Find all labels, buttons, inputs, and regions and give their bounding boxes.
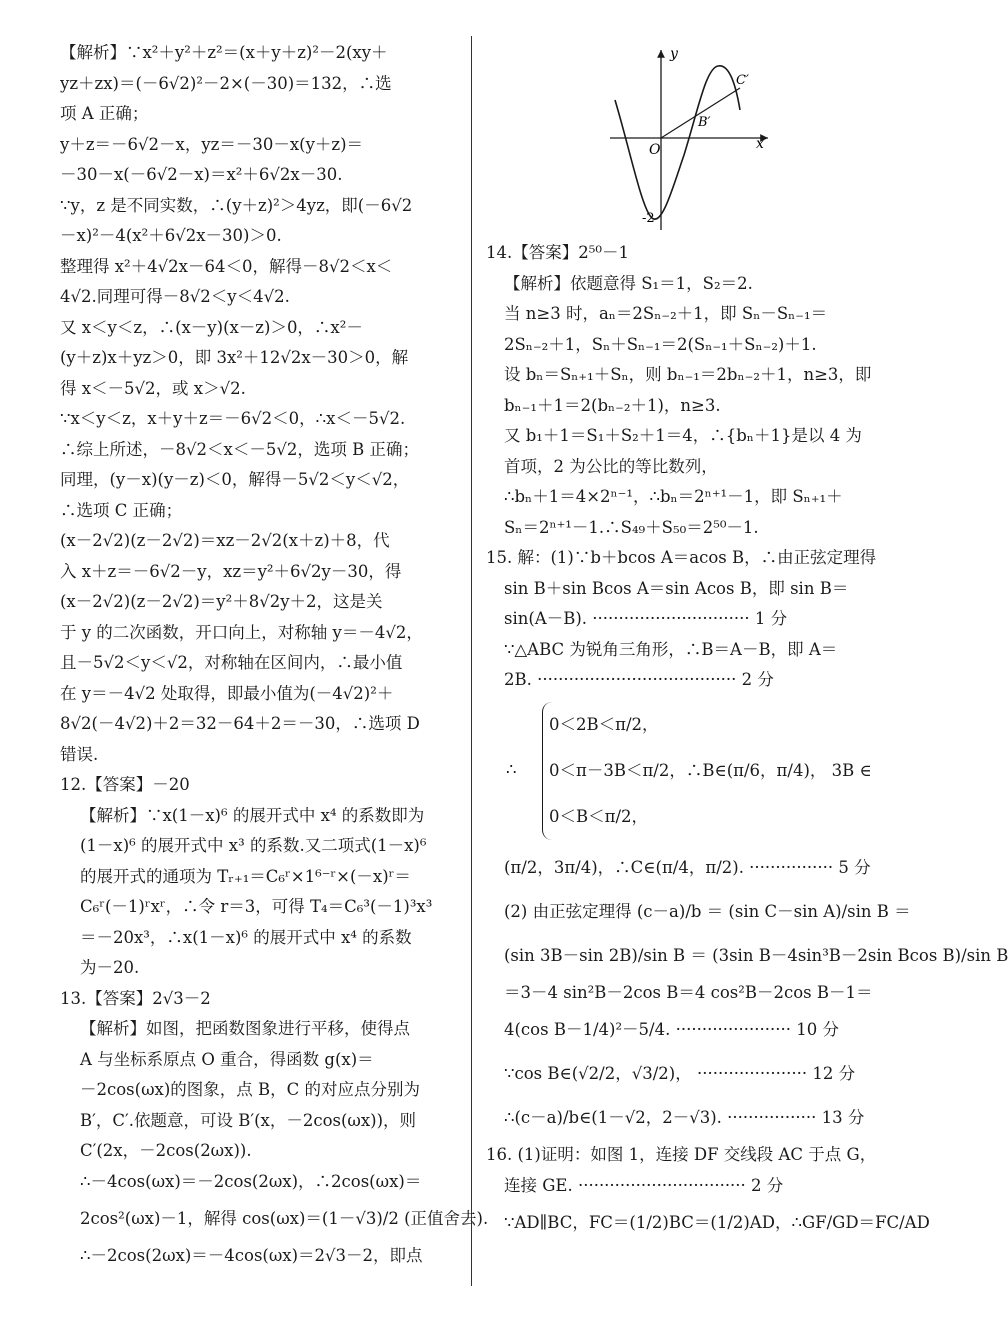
text-line: 且－5√2＜y＜√2，对称轴在区间内，∴最小值 bbox=[60, 653, 403, 672]
text-line: －2cos(ωx)的图象，点 B，C 的对应点分别为 bbox=[80, 1080, 421, 1099]
text-line: sin(A－B). ······························ 1 分 bbox=[504, 609, 788, 628]
point-c-label: C′ bbox=[736, 73, 749, 88]
text-line: ∴(c－a)/b∈(1－√2，2－√3). ················· 13 分 bbox=[504, 1108, 865, 1127]
origin-label: O bbox=[649, 142, 661, 158]
text-line: y＋z＝－6√2－x，yz＝－30－x(y＋z)＝ bbox=[60, 134, 364, 154]
question-15-header: 15. 解：(1)∵b＋bcos A＝acos B，∴由正弦定理得 bbox=[486, 548, 877, 567]
text-line: 又 b₁＋1＝S₁＋S₂＋1＝4，∴{bₙ＋1}是以 4 为 bbox=[504, 426, 862, 445]
text-line: －30－x(－6√2－x)＝x²＋6√2x－30. bbox=[60, 165, 343, 184]
inequality-system bbox=[506, 702, 886, 840]
text-line: 2B. ······································ 2 分 bbox=[504, 670, 774, 689]
text-line: ∵△ABC 为锐角三角形，∴B＝A－B，即 A＝ bbox=[504, 639, 838, 659]
text-line: 首项，2 为公比的等比数列， bbox=[504, 456, 718, 476]
text-line: 【解析】∵x(1－x)⁶ 的展开式中 x⁴ 的系数即为 bbox=[80, 805, 425, 825]
question-13-answer: 13.【答案】2√3－2 bbox=[60, 988, 211, 1008]
text-line: ＝－20x³，∴x(1－x)⁶ 的展开式中 x⁴ 的系数 bbox=[80, 927, 412, 947]
secant-line bbox=[661, 88, 740, 138]
question-14-answer: 14.【答案】2⁵⁰－1 bbox=[486, 243, 629, 262]
text-line: Sₙ＝2ⁿ⁺¹－1.∴S₄₉＋S₅₀＝2⁵⁰－1. bbox=[504, 517, 759, 537]
text-line: ∴bₙ＋1＝4×2ⁿ⁻¹，∴bₙ＝2ⁿ⁺¹－1，即 Sₙ₊₁＋ bbox=[504, 487, 843, 506]
text-line: 4(cos B－1/4)²－5/4. ······················ 10 分 bbox=[504, 1020, 839, 1039]
system-brace bbox=[542, 702, 872, 840]
text-line: (2) 由正弦定理得 (c－a)/b ＝ (sin C－sin A)/sin B ＝ bbox=[504, 901, 911, 921]
question-16-header: 16. (1)证明：如图 1，连接 DF 交线段 AC 于点 G， bbox=[486, 1145, 877, 1164]
text-line: 项 A 正确； bbox=[60, 104, 149, 123]
therefore-symbol: ∴ bbox=[506, 760, 517, 780]
text-line: 入 x＋z＝－6√2－y，xz＝y²＋6√2y－30，得 bbox=[60, 561, 402, 581]
question-12-answer: 12.【答案】－20 bbox=[60, 775, 190, 794]
text-line: 4√2.同理可得－8√2＜y＜4√2. bbox=[60, 287, 290, 306]
left-column bbox=[60, 38, 489, 1272]
text-line: 在 y＝－4√2 处取得，即最小值为(－4√2)²＋ bbox=[60, 683, 394, 703]
text-line: 2cos²(ωx)－1，解得 cos(ωx)＝(1－√3)/2 (正值舍去). bbox=[80, 1209, 489, 1228]
x-axis-label: x bbox=[756, 136, 764, 152]
text-line: 当 n≥3 时，aₙ＝2Sₙ₋₂＋1，即 Sₙ－Sₙ₋₁＝ bbox=[504, 304, 828, 323]
text-line: 2Sₙ₋₂＋1，Sₙ＋Sₙ₋₁＝2(Sₙ₋₁＋Sₙ₋₂)＋1. bbox=[504, 334, 817, 354]
text-line: ∵y，z 是不同实数，∴(y＋z)²＞4yz，即(－6√2 bbox=[60, 195, 413, 215]
text-line: (sin 3B－sin 2B)/sin B ＝ (3sin B－4sin³B－2sin Bcos B)/sin B bbox=[504, 945, 1008, 965]
system-row: 0＜B＜π/2， bbox=[549, 806, 649, 826]
text-line: 设 bₙ＝Sₙ₊₁＋Sₙ，则 bₙ₋₁＝2bₙ₋₂＋1，n≥3，即 bbox=[504, 365, 872, 384]
text-line: 【解析】∵x²＋y²＋z²＝(x＋y＋z)²－2(xy＋ bbox=[60, 43, 388, 62]
text-line: ∴－2cos(2ωx)＝－4cos(ωx)＝2√3－2，即点 bbox=[80, 1246, 423, 1265]
text-line: －x)²－4(x²＋6√2x－30)＞0. bbox=[60, 226, 282, 245]
text-line: (π/2，3π/4)，∴C∈(π/4，π/2). ················ 5 分 bbox=[504, 857, 871, 877]
text-line: ∵AD∥BC，FC＝(1/2)BC＝(1/2)AD，∴GF/GD＝FC/AD bbox=[504, 1213, 930, 1232]
text-line: ∴综上所述，－8√2＜x＜－5√2，选项 B 正确； bbox=[60, 439, 419, 459]
text-line: 错误. bbox=[60, 744, 99, 764]
text-line: (x－2√2)(z－2√2)＝y²＋8√2y＋2，这是关 bbox=[60, 592, 383, 611]
cosine-curve bbox=[615, 66, 740, 219]
text-line: ∴选项 C 正确； bbox=[60, 500, 183, 520]
text-line: B′，C′.依题意，可设 B′(x，－2cos(ωx))，则 bbox=[80, 1110, 417, 1130]
text-line: ∵x＜y＜z，x＋y＋z＝－6√2＜0，∴x＜－5√2. bbox=[60, 409, 406, 428]
text-line: sin B＋sin Bcos A＝sin Acos B，即 sin B＝ bbox=[504, 578, 849, 598]
text-line: 【解析】如图，把函数图象进行平移，使得点 bbox=[80, 1019, 410, 1038]
text-line: 连接 GE. ································ 2 分 bbox=[504, 1175, 784, 1195]
system-row: 0＜2B＜π/2， bbox=[549, 714, 659, 734]
text-line: 于 y 的二次函数，开口向上，对称轴 y＝－4√2， bbox=[60, 622, 423, 642]
text-line: yz＋zx)＝(－6√2)²－2×(－30)＝132，∴选 bbox=[60, 73, 392, 93]
text-line: 得 x＜－5√2，或 x＞√2. bbox=[60, 378, 246, 398]
text-line: 【解析】依题意得 S₁＝1，S₂＝2. bbox=[504, 273, 753, 293]
text-line: ＝3－4 sin²B－2cos B＝4 cos²B－2cos B－1＝ bbox=[504, 982, 873, 1002]
text-line: A 与坐标系原点 O 重合，得函数 g(x)＝ bbox=[80, 1049, 374, 1069]
right-column bbox=[486, 238, 1008, 1245]
point-b-label: B′ bbox=[698, 115, 711, 130]
y-axis-label: y bbox=[670, 46, 678, 62]
text-line: (y＋z)x＋yz＞0，即 3x²＋12√2x－30＞0，解 bbox=[60, 348, 409, 367]
function-graph bbox=[600, 40, 790, 235]
system-row: 0＜π－3B＜π/2，∴B∈(π/6，π/4)， 3B ∈ bbox=[549, 760, 872, 780]
text-line: (1－x)⁶ 的展开式中 x³ 的系数.又二项式(1－x)⁶ bbox=[80, 836, 427, 855]
text-line: C₆ʳ(－1)ʳxʳ，∴令 r＝3，可得 T₄＝C₆³(－1)³x³ bbox=[80, 897, 433, 916]
text-line: ∵cos B∈(√2/2，√3/2)， ····················· 12 分 bbox=[504, 1064, 856, 1083]
text-line: 的展开式的通项为 Tᵣ₊₁＝C₆ʳ×1⁶⁻ʳ×(－x)ʳ＝ bbox=[80, 866, 411, 886]
text-line: C′(2x，－2cos(2ωx)). bbox=[80, 1141, 252, 1160]
text-line: 为－20. bbox=[80, 958, 140, 977]
text-line: (x－2√2)(z－2√2)＝xz－2√2(x＋z)＋8，代 bbox=[60, 531, 390, 550]
text-line: bₙ₋₁＋1＝2(bₙ₋₂＋1)，n≥3. bbox=[504, 395, 721, 415]
text-line: 同理，(y－x)(y－z)＜0，解得－5√2＜y＜√2， bbox=[60, 470, 410, 489]
text-line: 8√2(－4√2)＋2＝32－64＋2＝－30，∴选项 D bbox=[60, 714, 420, 733]
y-intercept-label: -2 bbox=[642, 211, 655, 226]
text-line: ∴－4cos(ωx)＝－2cos(2ωx)，∴2cos(ωx)＝ bbox=[80, 1171, 422, 1191]
text-line: 整理得 x²＋4√2x－64＜0，解得－8√2＜x＜ bbox=[60, 256, 393, 276]
column-divider bbox=[471, 36, 472, 1286]
text-line: 又 x＜y＜z，∴(x－y)(x－z)＞0，∴x²－ bbox=[60, 317, 363, 337]
